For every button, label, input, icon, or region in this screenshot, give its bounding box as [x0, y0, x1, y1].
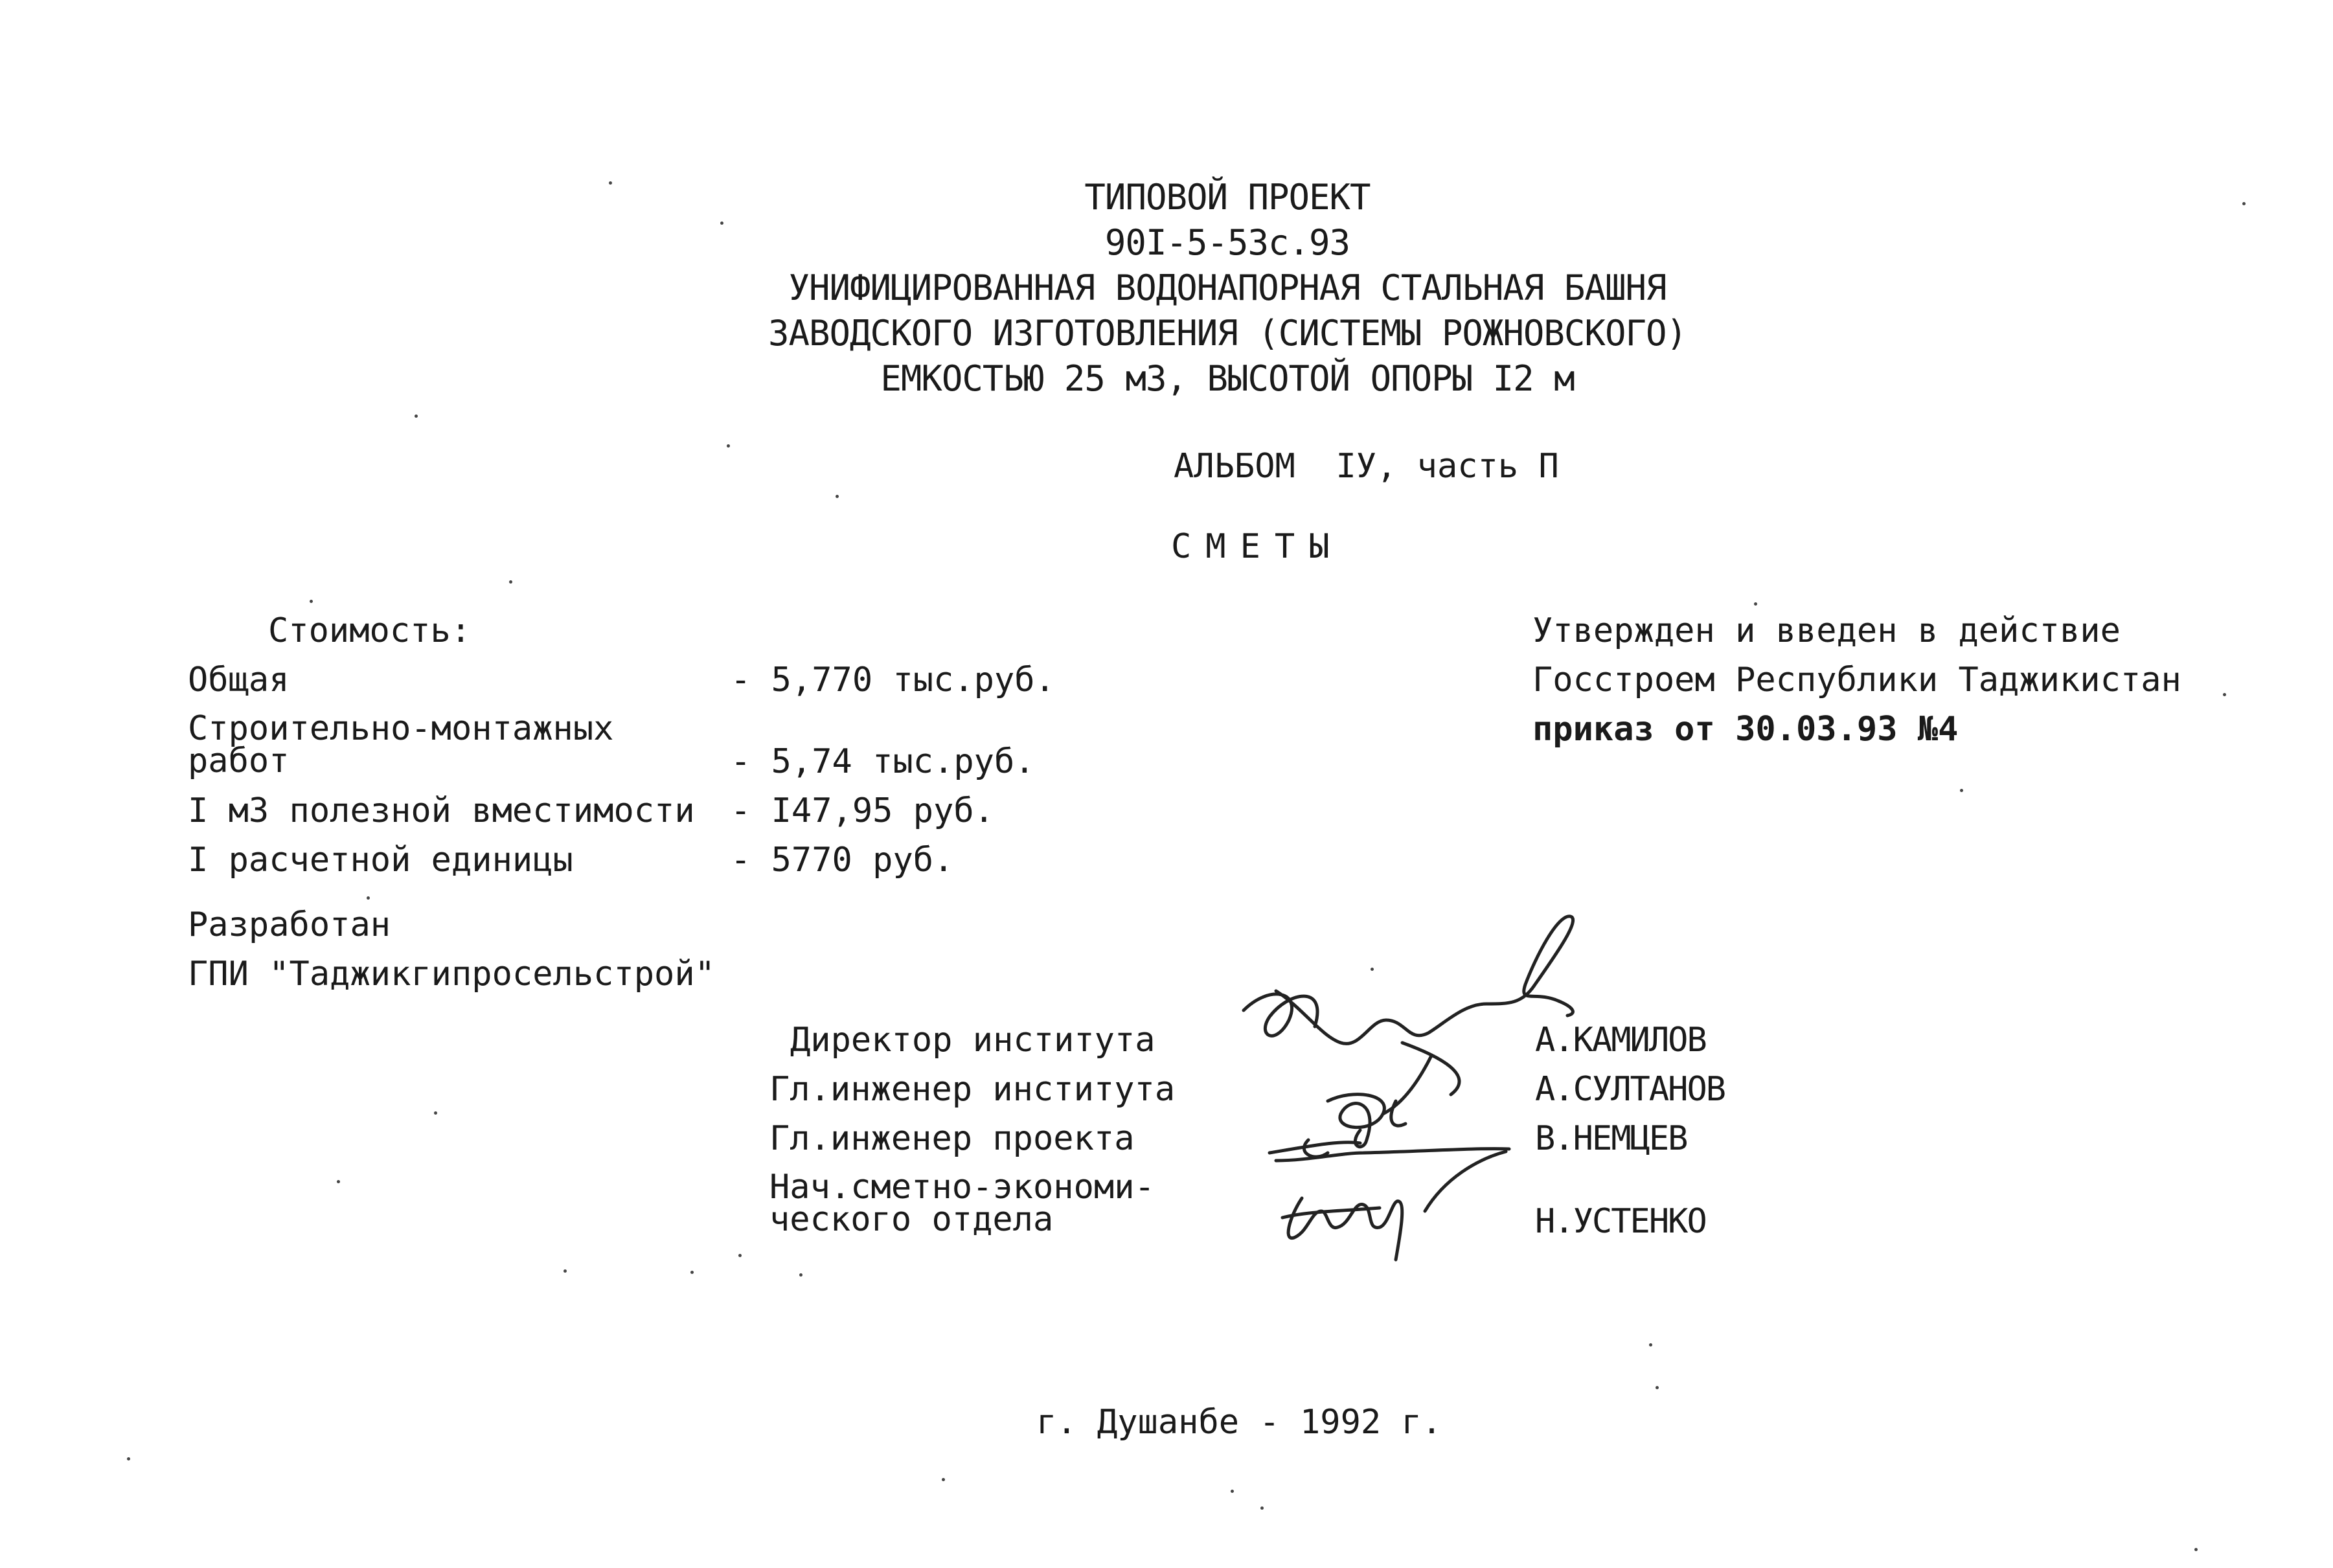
scan-speck: [1656, 1386, 1659, 1389]
cost-label-total: Общая: [188, 661, 290, 699]
cost-value-per-m3: - I47,95 руб.: [731, 791, 994, 830]
scan-speck: [1231, 1490, 1234, 1493]
name-kamilov: А.КАМИЛОВ: [1535, 1021, 1706, 1060]
title-line-3: УНИФИЦИРОВАННАЯ ВОДОНАПОРНАЯ СТАЛЬНАЯ БАШНЯ: [788, 267, 1667, 308]
cost-label-construction: Строительно-монтажных работ: [188, 709, 614, 780]
name-ustenko: Н.УСТЕНКО: [1535, 1202, 1706, 1241]
developer-org: ГПИ "Таджикгипросельстрой": [188, 955, 715, 994]
scan-speck: [2223, 693, 2226, 696]
scan-speck: [2242, 202, 2246, 205]
scan-speck: [720, 222, 723, 225]
cost-value-construction: - 5,74 тыс.руб.: [731, 742, 1035, 781]
approval-line-2: Госстроем Республики Таджикистан: [1532, 661, 2181, 699]
scan-speck: [609, 181, 612, 185]
scan-speck: [1649, 1343, 1652, 1346]
scan-speck: [563, 1269, 567, 1273]
approval-line-1: Утвержден и введен в действие: [1532, 611, 2121, 650]
developer-label: Разработан: [188, 905, 391, 944]
scan-speck: [2194, 1548, 2198, 1551]
scan-speck: [415, 415, 418, 418]
scan-speck: [337, 1180, 340, 1183]
name-nemtsev: В.НЕМЦЕВ: [1535, 1119, 1687, 1158]
cost-value-per-unit: - 5770 руб.: [731, 841, 954, 880]
title-line-5: ЕМКОСТЬЮ 25 м3, ВЫСОТОЙ ОПОРЫ I2 м: [880, 358, 1575, 399]
scan-speck: [1754, 602, 1757, 606]
cost-value-total: - 5,770 тыс.руб.: [731, 661, 1055, 699]
title-line-4: ЗАВОДСКОГО ИЗГОТОВЛЕНИЯ (СИСТЕМЫ РОЖНОВСКОГО): [768, 313, 1687, 354]
scan-speck: [1260, 1506, 1264, 1510]
title-block: [583, 175, 1872, 402]
title-line-2: 90I-5-53с.93: [1104, 222, 1350, 263]
section-title: СМЕТЫ: [1171, 527, 1344, 566]
cost-label-per-unit: I расчетной единицы: [188, 841, 573, 880]
cost-heading: Стоимость:: [268, 611, 472, 650]
cost-label-per-m3: I м3 полезной вместимости: [188, 791, 695, 830]
scan-speck: [127, 1457, 130, 1460]
scan-speck: [690, 1271, 694, 1274]
name-sultanov: А.СУЛТАНОВ: [1535, 1070, 1725, 1109]
scan-speck: [799, 1273, 802, 1277]
scan-speck: [310, 600, 313, 603]
approval-line-3: приказ от 30.03.93 №4: [1532, 710, 1959, 749]
scan-speck: [1960, 789, 1963, 792]
scan-speck: [738, 1254, 742, 1257]
scan-speck: [942, 1478, 945, 1481]
scan-speck: [509, 580, 512, 584]
role-estimates-head: Нач.сметно-экономи- ческого отдела: [769, 1168, 1155, 1239]
footer-place-year: г. Душанбе - 1992 г.: [1036, 1403, 1442, 1442]
handwritten-signatures: [1231, 907, 1619, 1269]
scan-speck: [367, 896, 370, 900]
role-chief-engineer-project: Гл.инженер проекта: [769, 1119, 1135, 1158]
role-director: Директор института: [790, 1021, 1155, 1060]
title-line-1: ТИПОВОЙ ПРОЕКТ: [1084, 177, 1371, 218]
scan-speck: [434, 1111, 437, 1115]
scan-speck: [727, 444, 730, 448]
album-label: АЛЬБОМ IУ, часть П: [1174, 447, 1559, 486]
scan-speck: [836, 495, 839, 498]
role-chief-engineer-institute: Гл.инженер института: [769, 1070, 1176, 1109]
scan-speck: [1371, 968, 1374, 971]
